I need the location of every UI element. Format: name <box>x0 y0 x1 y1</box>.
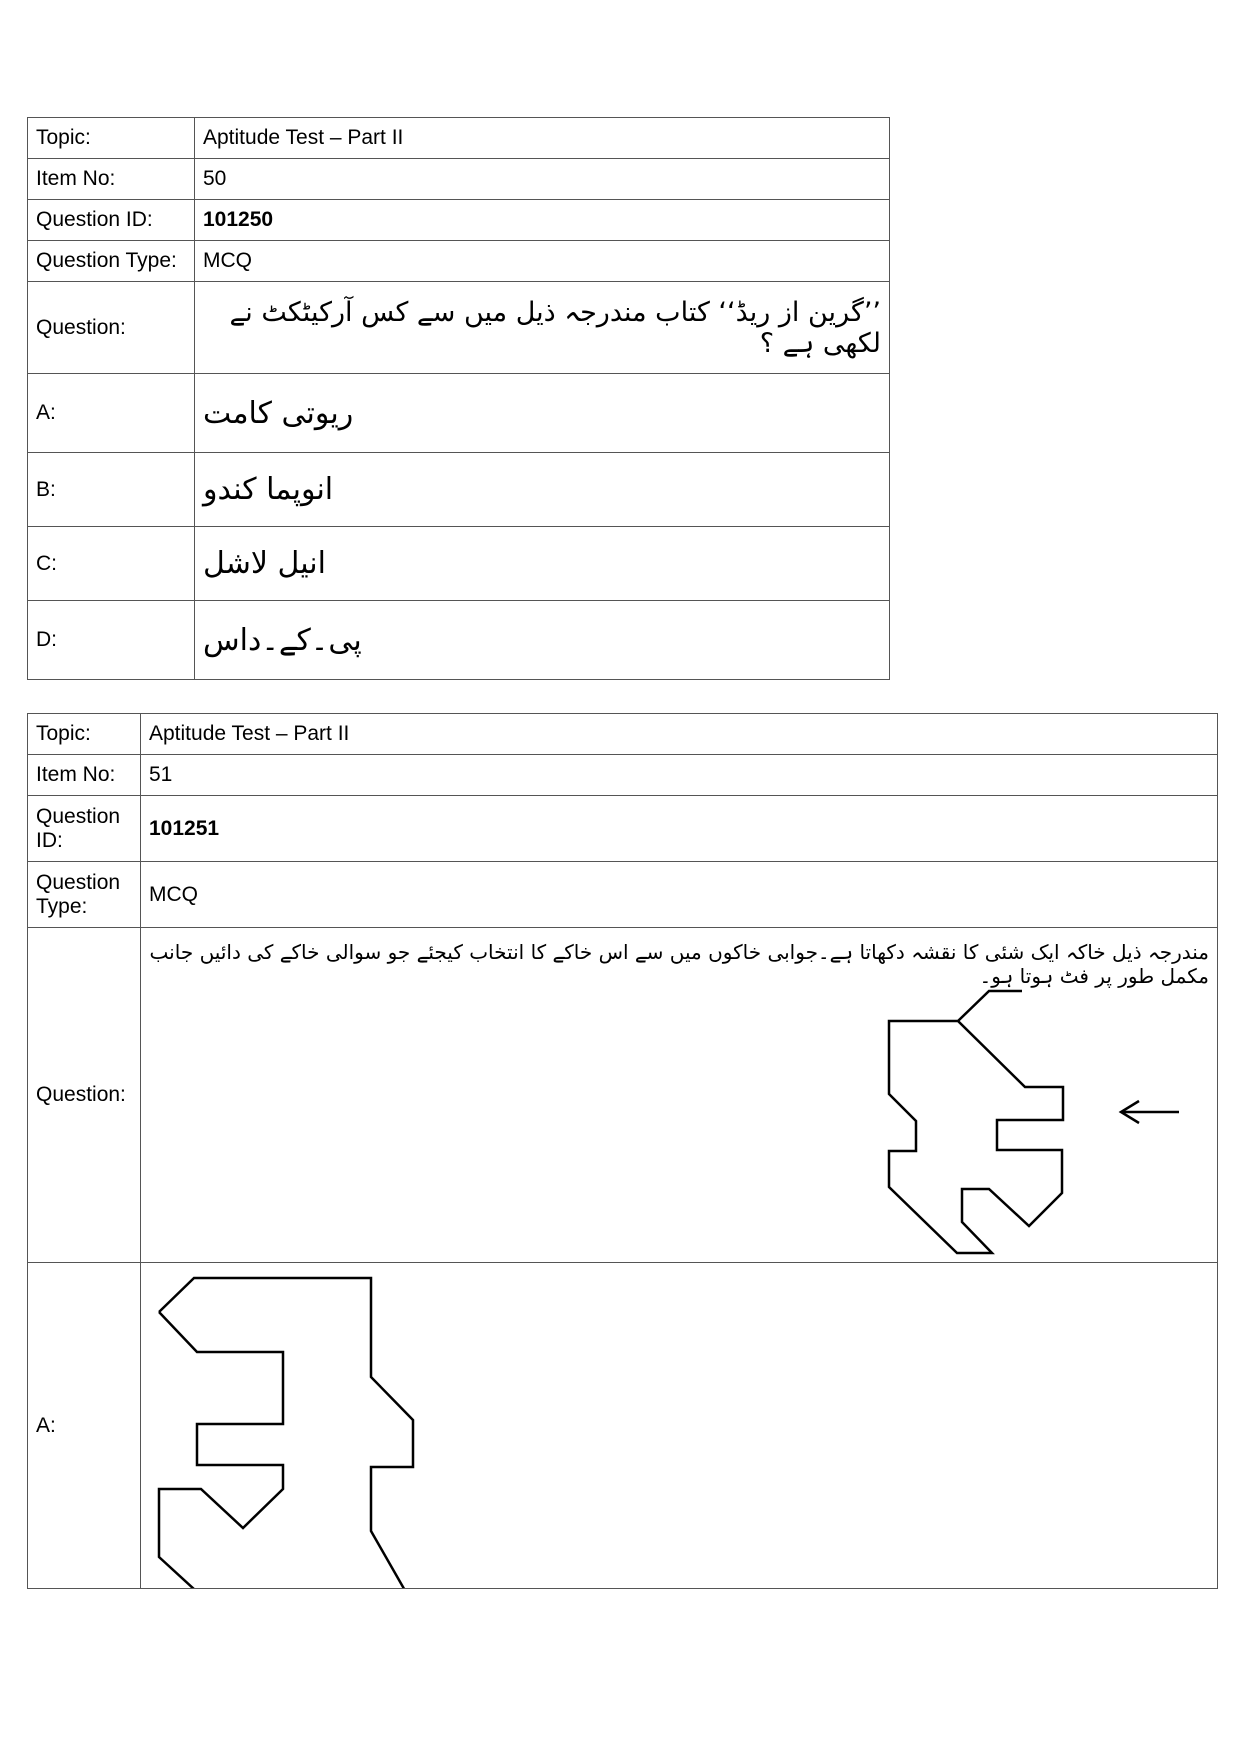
option-a-figure-cell[interactable] <box>141 1263 1218 1589</box>
question-cell <box>141 928 1218 1263</box>
topic-label: Topic: <box>28 118 195 159</box>
option-c-urdu: انیل لاشل <box>203 546 326 581</box>
option-a-label: A: <box>28 374 195 453</box>
item-no-label: Item No: <box>28 159 195 200</box>
option-a-shape-figure <box>141 1263 1211 1588</box>
question-label: Question: <box>28 928 141 1263</box>
topic-label: Topic: <box>28 714 141 755</box>
question-50-table <box>27 117 890 680</box>
question-figure <box>149 988 1209 1258</box>
option-d-urdu: پی۔کے۔داس <box>203 622 362 658</box>
option-c-text[interactable] <box>195 527 890 601</box>
question-id-value: 101250 <box>195 200 890 241</box>
question-id-value: 101251 <box>141 796 1218 862</box>
item-no-value: 50 <box>195 159 890 200</box>
question-type-label: Question Type: <box>28 862 141 928</box>
question-51-table <box>27 713 1218 1589</box>
option-d-label: D: <box>28 601 195 680</box>
question-type-value: MCQ <box>195 241 890 282</box>
question-label: Question: <box>28 282 195 374</box>
option-c-label: C: <box>28 527 195 601</box>
option-d-text[interactable] <box>195 601 890 680</box>
option-a-urdu: ریوتی کامت <box>203 395 354 431</box>
question-type-label: Question Type: <box>28 241 195 282</box>
question-text: مندرجہ ذیل خاکہ ایک شئی کا نقشہ دکھاتا ہے۔جوابی خاکوں میں سے اس خاکے کا انتخاب کیجئے جو سوالی خاکے کی دائیں جانب مکمل طور پر فٹ ہوتا ہو۔ <box>149 940 1209 988</box>
option-b-text[interactable] <box>195 453 890 527</box>
question-type-value: MCQ <box>141 862 1218 928</box>
question-id-label: Question ID: <box>28 796 141 862</box>
item-no-value: 51 <box>141 755 1218 796</box>
option-b-urdu: انوپما کندو <box>203 472 334 507</box>
option-a-text[interactable] <box>195 374 890 453</box>
option-b-label: B: <box>28 453 195 527</box>
question-id-label: Question ID: <box>28 200 195 241</box>
question-text: ’’گرین از ریڈ‘‘ کتاب مندرجہ ذیل میں سے کس آرکیٹکٹ نے لکھی ہے ؟ <box>195 282 890 374</box>
topic-value: Aptitude Test – Part II <box>195 118 890 159</box>
question-shape-figure <box>149 988 1209 1258</box>
option-a-shape-outline <box>159 1278 413 1588</box>
item-no-label: Item No: <box>28 755 141 796</box>
option-a-label: A: <box>28 1263 141 1589</box>
question-shape-outline <box>889 991 1063 1253</box>
topic-value: Aptitude Test – Part II <box>141 714 1218 755</box>
